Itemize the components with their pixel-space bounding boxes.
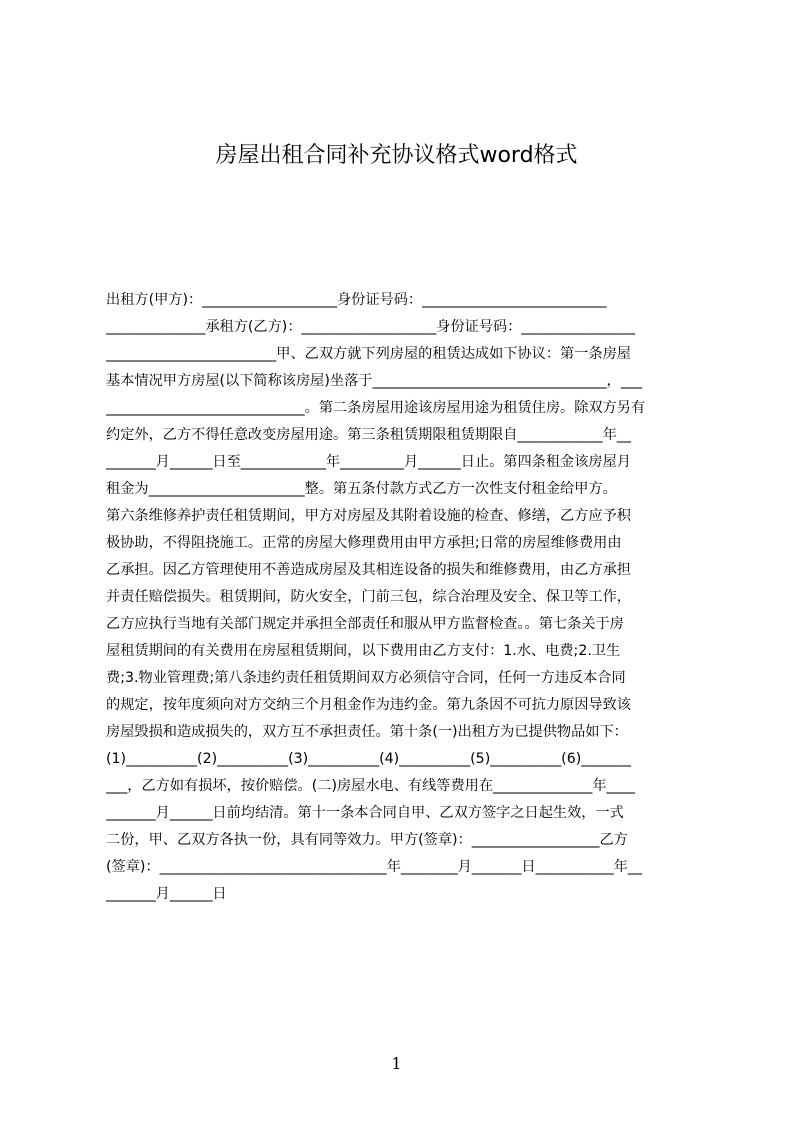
- body-line: 房屋毁损和造成损失的，双方互不承担责任。第十条(一)出租方为已提供物品如下：: [106, 724, 628, 740]
- body-line: (1)__________(2)__________(3)__________(4)__________(5)__________(6)_______: [106, 751, 631, 767]
- body-line: _______月______日前均结清。第十一条本合同自甲、乙双方签字之日起生效，一式: [106, 805, 624, 821]
- body-line: ___，乙方如有损坏，按价赔偿。(二)房屋水电、有线等费用在______________年____: [106, 778, 635, 794]
- body-line: (签章)：________________________________年________月_______日___________年__: [106, 859, 643, 875]
- body-line: 乙方应执行当地有关部门规定并承担全部责任和服从甲方监督检查。。第七条关于房: [106, 616, 624, 632]
- body-line: 基本情况甲方房屋(以下简称该房屋)坐落于_________________________________，___: [106, 373, 643, 389]
- body-line: 第六条维修养护责任租赁期间，甲方对房屋及其附着设施的检查、修缮，乙方应予积: [106, 508, 631, 524]
- body-line: 乙承担。因乙方管理使用不善造成房屋及其相连设备的损失和维修费用，由乙方承担: [106, 562, 631, 578]
- body-line: 费;3.物业管理费;第八条违约责任租赁期间双方必须信守合同，任何一方违反本合同: [106, 670, 626, 686]
- document-body: [106, 287, 698, 908]
- body-line: 并责任赔偿损失。租赁期间，防火安全，门前三包，综合治理及安全、保卫等工作，: [106, 589, 631, 605]
- body-line: 极协助，不得阻挠施工。正常的房屋大修理费用由甲方承担;日常的房屋维修费用由: [106, 535, 622, 551]
- body-line: ______________承租方(乙方)：___________________身份证号码：________________: [106, 319, 635, 335]
- body-line: 租金为______________________整。第五条付款方式乙方一次性支付租金给甲方。: [106, 481, 617, 497]
- body-line: 约定外，乙方不得任意改变房屋用途。第三条租赁期限租赁期限自____________年__: [106, 427, 631, 443]
- body-line: 的规定，按年度须向对方交纳三个月租金作为违约金。第九条因不可抗力原因导致该: [106, 697, 631, 713]
- body-line: ____________________________。第二条房屋用途该房屋用途为租赁住房。除双方另有: [106, 400, 646, 416]
- body-line: 二份，甲、乙双方各执一份，具有同等效力。甲方(签章)：__________________乙方: [106, 832, 628, 848]
- body-line: 出租方(甲方)：___________________身份证号码：__________________________: [106, 292, 607, 308]
- page-number: 1: [391, 1054, 402, 1073]
- body-line: ________________________甲、乙双方就下列房屋的租赁达成如下协议：第一条房屋: [106, 346, 631, 362]
- document-title: 房屋出租合同补充协议格式word格式: [215, 143, 578, 168]
- body-line: _______月______日: [106, 886, 227, 902]
- body-line: 屋租赁期间的有关费用在房屋租赁期间，以下费用由乙方支付：1.水、电费;2.卫生: [106, 643, 621, 659]
- body-line: _______月______日至____________年_________月______日止。第四条租金该房屋月: [106, 454, 631, 470]
